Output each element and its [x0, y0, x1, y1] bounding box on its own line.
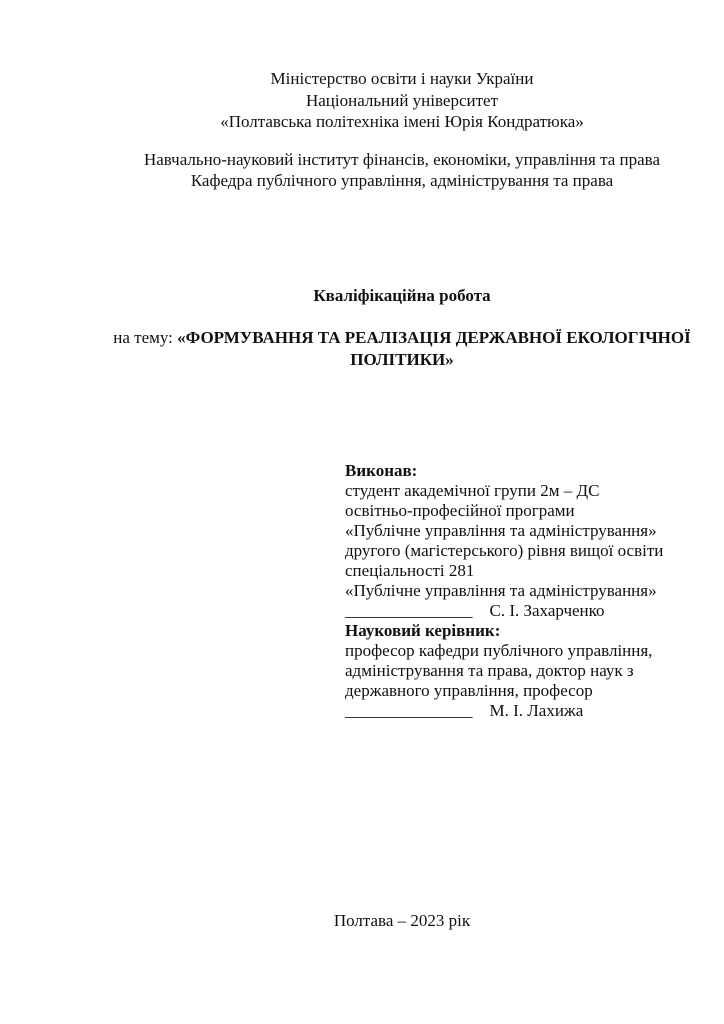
work-type-heading: Кваліфікаційна робота	[313, 286, 491, 305]
supervisor-signature-row	[345, 701, 715, 721]
ministry-line: Міністерство освіти і науки України	[270, 69, 534, 88]
executor-line: «Публічне управління та адміністрування»	[345, 581, 657, 600]
university-line: Національний університет	[305, 90, 499, 110]
executor-line: спеціальності 281	[345, 561, 475, 580]
executor-signature-blank: _______________	[345, 601, 473, 620]
executor-line: освітньо-професійної програми	[345, 501, 575, 520]
supervisor-label: Науковий керівник:	[345, 621, 501, 640]
executor-line: другого (магістерського) рівня вищої освіти	[345, 541, 664, 560]
signatures-section	[345, 461, 715, 721]
executor-label: Виконав:	[345, 461, 418, 480]
university-name-line: «Полтавська політехніка імені Юрія Кондратюка»	[220, 112, 584, 131]
topic-title-part-1: «ФОРМУВАННЯ ТА РЕАЛІЗАЦІЯ ДЕРЖАВНОЇ ЕКОЛОГІЧНОЇ	[177, 328, 691, 347]
supervisor-name: М. І. Лахижа	[489, 701, 584, 720]
supervisor-line: адміністрування та права, доктор наук з	[345, 661, 634, 680]
topic-prefix: на тему:	[113, 328, 178, 347]
executor-signature-row	[345, 601, 715, 621]
topic-line-1	[100, 327, 704, 349]
supervisor-signature-blank: _______________	[345, 701, 473, 720]
supervisor-line: професор кафедри публічного управління,	[345, 641, 653, 660]
org-spacer	[100, 133, 704, 149]
city-year-line: Полтава – 2023 рік	[333, 911, 471, 930]
department-line: Кафедра публічного управління, адміністрування та права	[190, 171, 614, 190]
executor-line: «Публічне управління та адміністрування»	[345, 521, 657, 540]
institute-line: Навчально-науковий інститут фінансів, економіки, управління та права	[143, 149, 661, 169]
topic-heading	[100, 327, 704, 371]
executor-name: С. І. Захарченко	[489, 601, 605, 620]
organization-header	[100, 68, 704, 192]
topic-line-2: ПОЛІТИКИ»	[350, 350, 454, 369]
executor-line: студент академічної групи 2м – ДС	[345, 481, 600, 500]
supervisor-line: державного управління, професор	[345, 681, 593, 700]
